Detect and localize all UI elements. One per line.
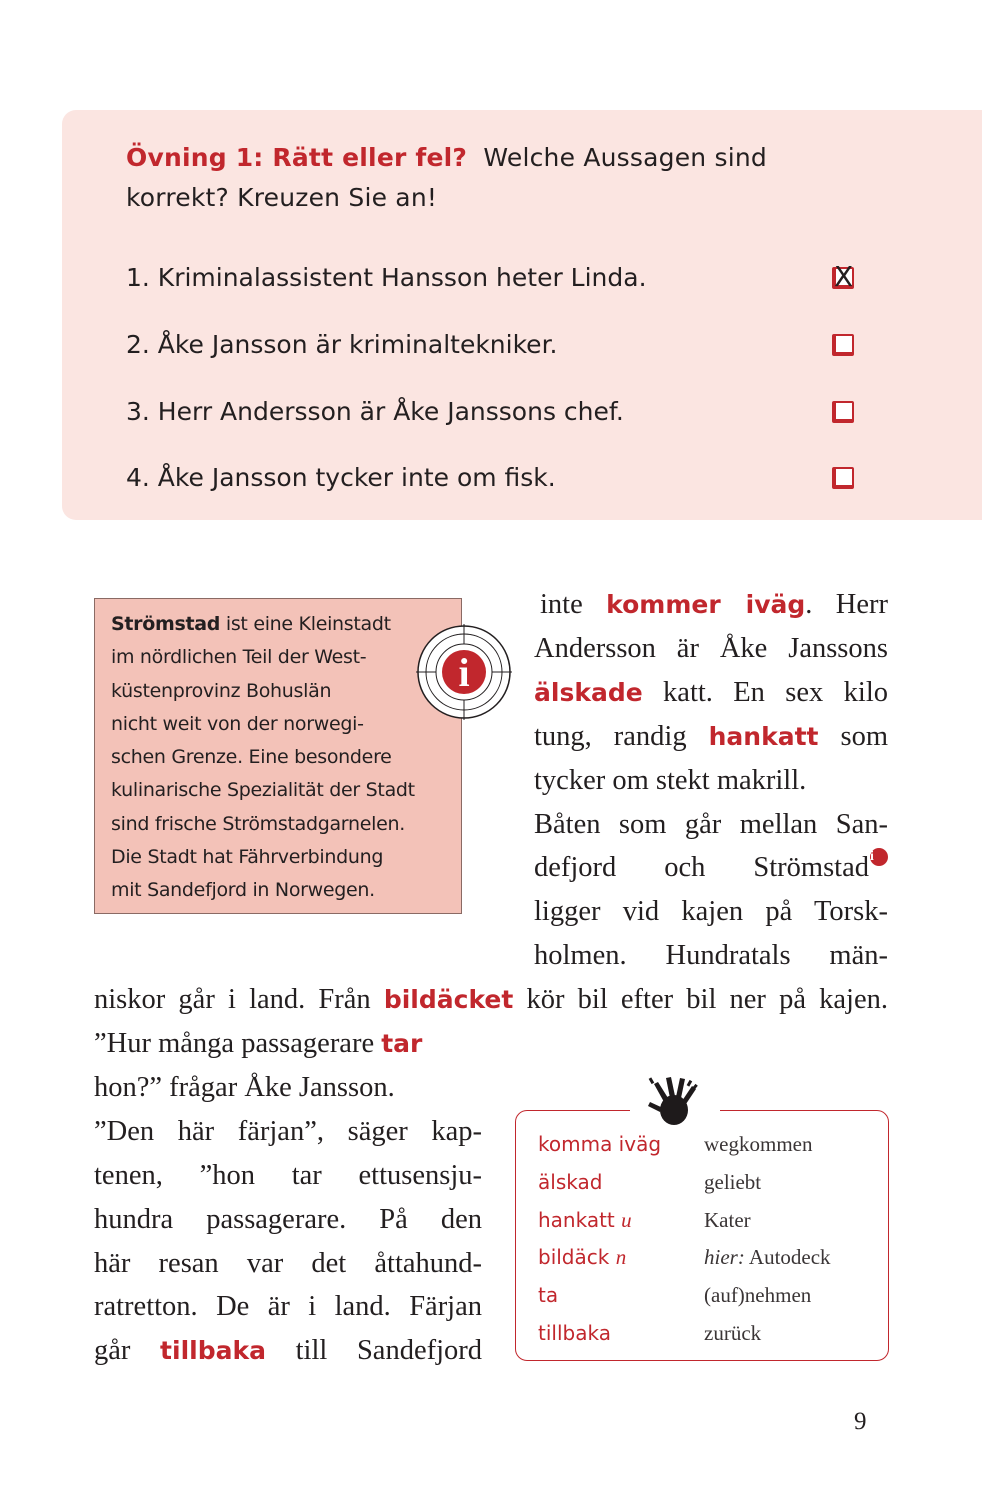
hand-icon: [630, 1074, 720, 1132]
info-line: im nördlichen Teil der West-: [111, 646, 367, 669]
exercise-item-3: 3. Herr Andersson är Åke Janssons chef.: [126, 397, 624, 426]
checkbox-2[interactable]: [832, 334, 854, 356]
info-line: mit Sandefjord in Norwegen.: [111, 879, 375, 902]
info-text: [111, 608, 451, 908]
text-line: tenen, ”hon tar ettusensju-: [94, 1159, 482, 1191]
exercise-item-2: 2. Åke Jansson är kriminaltekniker.: [126, 330, 558, 359]
vocab-gender: n: [615, 1245, 627, 1269]
exercise-title: Övning 1: Rätt eller fel?: [126, 143, 468, 172]
text-line: går tillbaka till Sandefjord: [94, 1335, 482, 1367]
vocab-gender: u: [621, 1208, 632, 1232]
info-ref-icon: i: [870, 848, 888, 866]
vocab-word: bildäck n: [538, 1245, 627, 1269]
text-line: niskor går i land. Från bildäcket kör bil efter bil ner på kajen.: [94, 984, 888, 1015]
text-line: ”Hur många passagerare tar: [94, 1028, 423, 1059]
highlight-word: hankatt: [708, 721, 819, 751]
highlight-word: bildäcket: [383, 985, 514, 1014]
checkbox-4[interactable]: [832, 467, 854, 489]
checkbox-mark: X: [834, 260, 854, 293]
text-line: holmen. Hundratals män-: [534, 940, 888, 972]
vocab-row: [538, 1314, 878, 1352]
vocab-translation: zurück: [704, 1321, 762, 1345]
text-line: tycker om stekt makrill.: [534, 764, 807, 796]
vocab-translation: geliebt: [704, 1170, 762, 1194]
exercise-instruction: Welche Aussagen sind: [483, 143, 767, 172]
text-line: hon?” frågar Åke Jansson.: [94, 1071, 395, 1103]
text-line: tung, randig hankatt som: [534, 720, 888, 752]
text-line: älskade katt. En sex kilo: [534, 676, 888, 708]
info-box: [94, 598, 462, 914]
vocab-word: komma iväg: [538, 1132, 662, 1156]
vocab-translation: Kater: [704, 1208, 751, 1232]
vocab-row: [538, 1238, 878, 1276]
vocab-prefix: hier:: [704, 1245, 745, 1269]
checkbox-1[interactable]: [832, 260, 854, 293]
vocab-row: [538, 1276, 878, 1314]
vocab-word: älskad: [538, 1170, 603, 1194]
vocab-translation: wegkommen: [704, 1132, 813, 1156]
exercise-instruction-cont: korrekt? Kreuzen Sie an!: [126, 183, 438, 212]
info-line: Die Stadt hat Fährverbindung: [111, 846, 384, 869]
highlight-word: älskade: [534, 677, 643, 707]
info-line: sind frische Strömstadgarnelen.: [111, 812, 405, 835]
text-line: ligger vid kajen på Torsk-: [534, 896, 888, 928]
exercise-item-4: 4. Åke Jansson tycker inte om fisk.: [126, 463, 556, 492]
exercise-box: [62, 110, 982, 520]
info-line: ist eine Kleinstadt: [220, 613, 391, 635]
exercise-item-1: 1. Kriminalassistent Hansson heter Linda.: [126, 263, 647, 292]
vocab-word: hankatt u: [538, 1208, 632, 1232]
svg-text:i: i: [458, 650, 470, 695]
right-column-text: [534, 583, 888, 978]
text-line: inte kommer iväg. Herr: [540, 589, 888, 620]
info-line: küstenprovinz Bohuslän: [111, 679, 332, 702]
checkbox-3[interactable]: [832, 401, 854, 423]
text-line: här resan var det åttahund-: [94, 1247, 482, 1279]
text-line: defjord och Strömstadi: [534, 846, 888, 890]
highlight-word: kommer iväg: [606, 590, 806, 619]
info-icon: [414, 622, 514, 722]
info-line: nicht weit von der norwegi-: [111, 712, 364, 735]
vocab-row: [538, 1125, 878, 1163]
highlight-word: tillbaka: [160, 1336, 266, 1366]
text-line: ratretton. De är i land. Färjan: [94, 1291, 482, 1323]
vocab-word: tillbaka: [538, 1321, 611, 1345]
info-line: schen Grenze. Eine besondere: [111, 746, 392, 769]
text-line: ”Den här färjan”, säger kap-: [94, 1115, 482, 1147]
vocab-translation: (auf)nehmen: [704, 1283, 812, 1307]
left-column-text: [94, 1022, 482, 1373]
text-line: Andersson är Åke Janssons: [534, 632, 888, 664]
exercise-heading: [126, 138, 826, 218]
info-line: kulinarische Spezialität der Stadt: [111, 779, 415, 802]
vocab-word: ta: [538, 1283, 559, 1307]
vocab-translation: hier: Autodeck: [704, 1245, 831, 1269]
info-bold-word: Strömstad: [111, 613, 221, 635]
text-line: hundra passagerare. På den: [94, 1203, 482, 1235]
vocab-row: [538, 1201, 878, 1239]
text-line: Båten som går mellan San-: [534, 808, 888, 840]
page-number: 9: [854, 1408, 867, 1435]
full-width-text: [94, 978, 888, 1022]
highlight-word: tar: [381, 1029, 423, 1058]
vocab-row: [538, 1163, 878, 1201]
